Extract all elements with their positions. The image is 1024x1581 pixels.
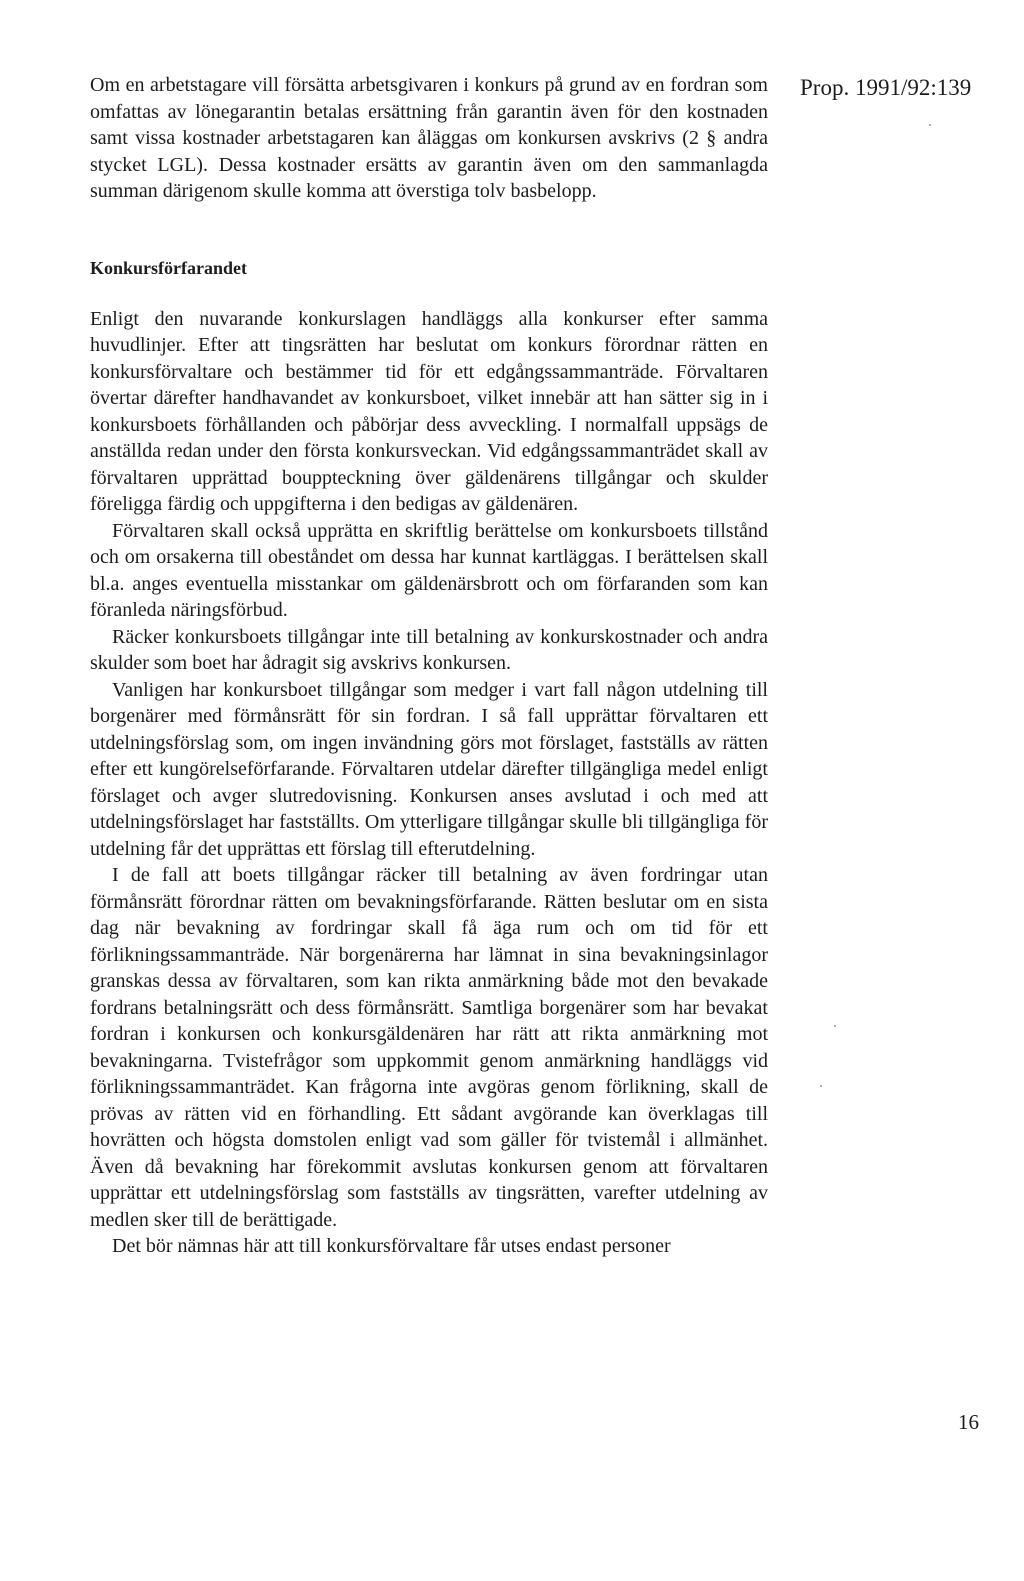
body-paragraph: Vanligen har konkursboet tillgångar som medger i vart fall någon utdelning till borgenärer med förmånsrätt för sin fordran. I så fall upprättar förvaltaren ett utdelningsförslag som, om ingen invändning görs mot förslaget, fastställs av rätten efter ett kungörelseförfarande. Förvaltaren utdelar därefter tillgängliga medel enligt förslaget och avger slutredovisning. Konkursen anses avslutad i och med att utdelningsförslaget har fastställts. Om ytterligare tillgångar skulle bli tillgängliga för utdelning får det upprättas ett förslag till efterutdelning.	[90, 678, 768, 860]
intro-paragraph: Om en arbetstagare vill försätta arbetsgivaren i konkurs på grund av en fordran som omfattas av lönegarantin betalas ersättning från garantin även för den kostnaden samt vissa kostnader arbetstagaren kan åläggas om konkursen avskrivs (2 § andra stycket LGL). Dessa kostnader ersätts av garantin även om den sammanlagda summan därigenom skulle komma att överstiga tolv basbelopp.	[90, 74, 768, 202]
scan-speck	[834, 1025, 836, 1027]
body-paragraph: Förvaltaren skall också upprätta en skriftlig berättelse om konkursboets tillstånd och om orsakerna till obeståndet om dessa har kunnat kartläggas. I berättelsen skall bl.a. anges eventuella misstankar om gäldenärsbrott och om förfaranden som kan föranleda näringsförbud.	[90, 519, 768, 621]
scan-speck	[929, 124, 931, 126]
scan-speck	[820, 1085, 822, 1087]
section-heading: Konkursförfarandet	[90, 257, 247, 278]
body-paragraph: Det bör nämnas här att till konkursförvaltare får utses endast personer	[112, 1235, 671, 1257]
text-column	[90, 72, 768, 1260]
body-paragraph: I de fall att boets tillgångar räcker till betalning av även fordringar utan förmånsrätt förordnar rätten om bevakningsförfarande. Rätten beslutar om en sista dag när bevakning av fordringar skall få äga rum och om tid för ett förlikningssammanträde. När borgenärerna har lämnat in sina bevakningsinlagor granskas dessa av förvaltaren, som kan rikta anmärkning både mot den bevakade fordrans betalningsrätt och dess förmånsrätt. Samtliga borgenärer som har bevakat fordran i konkursen och konkursgäldenären har rätt att rikta anmärkning mot bevakningarna. Tvistefrågor som uppkommit genom anmärkning handläggs vid förlikningssammanträdet. Kan frågorna inte avgöras genom förlikning, skall de prövas av rätten vid en förhandling. Ett sådant avgörande kan överklagas till hovrätten och högsta domstolen enligt vad som gäller för tvistemål i allmänhet. Även då bevakning har förekommit avslutas konkursen genom att förvaltaren upprättar ett utdelningsförslag som fastställs av tingsrätten, varefter utdelning av medlen sker till de berättigade.	[90, 864, 768, 1231]
page-number: 16	[958, 1410, 979, 1434]
body-paragraph: Räcker konkursboets tillgångar inte till betalning av konkurskostnader och andra skulder som boet har ådragit sig avskrivs konkursen.	[90, 625, 768, 674]
proposition-reference: Prop. 1991/92:139	[800, 75, 972, 100]
body-paragraph: Enligt den nuvarande konkurslagen handläggs alla konkurser efter samma huvudlinjer. Efter att tingsrätten har beslutat om konkurs förordnar rätten en konkursförvaltare och bestämmer tid för ett edgångssammanträde. Förvaltaren övertar därefter handhavandet av konkursboet, vilket innebär att han sätter sig in i konkursboets förhållanden och påbörjar dess avveckling. I normalfall uppsägs de anställda redan under den första konkursveckan. Vid edgångssammanträdet skall av förvaltaren upprättad bouppteckning över gäldenärens tillgångar och skulder föreligga färdig och uppgifterna i den bedigas av gäldenären.	[90, 307, 768, 515]
